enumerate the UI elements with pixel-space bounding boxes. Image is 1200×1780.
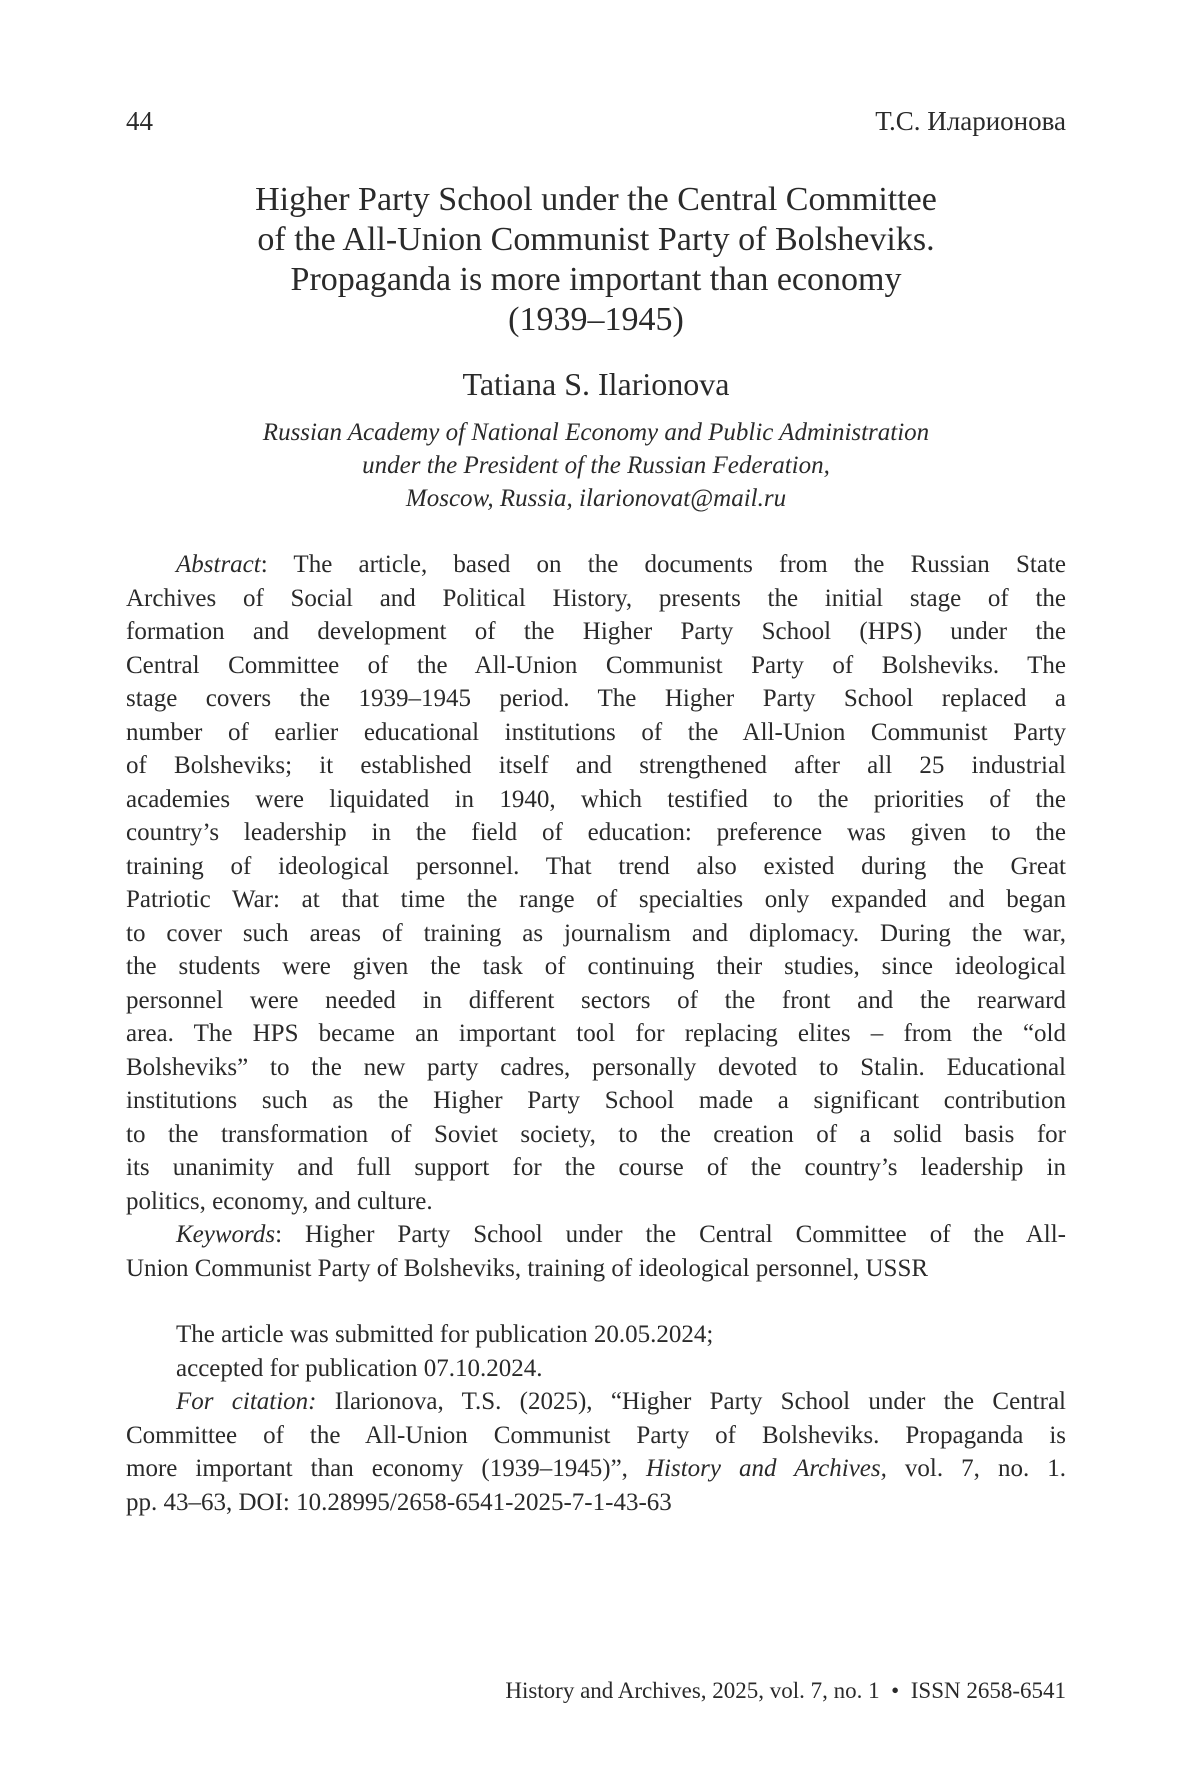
journal-name: History and Archives, bbox=[646, 1455, 887, 1482]
abstract-line: personnel were needed in different sectors of the front and the rearward bbox=[126, 984, 1066, 1018]
submitted-date: The article was submitted for publication 20.05.2024; bbox=[126, 1318, 1066, 1352]
page-footer: History and Archives, 2025, vol. 7, no. 1 • ISSN 2658-6541 bbox=[505, 1678, 1066, 1704]
citation-label: For citation: bbox=[176, 1388, 316, 1415]
page-number: 44 bbox=[126, 106, 153, 137]
abstract-label: Abstract bbox=[176, 551, 261, 578]
abstract-line: stage covers the 1939–1945 period. The Higher Party School replaced a bbox=[126, 682, 1066, 716]
abstract-line: Abstract: The article, based on the documents from the Russian State bbox=[126, 548, 1066, 582]
publication-info bbox=[126, 1318, 1066, 1519]
keywords-label: Keywords bbox=[176, 1221, 275, 1248]
title-line: (1939–1945) bbox=[126, 300, 1066, 340]
accepted-date: accepted for publication 07.10.2024. bbox=[126, 1352, 1066, 1386]
abstract-line: formation and development of the Higher Party School (HPS) under the bbox=[126, 615, 1066, 649]
abstract-line: academies were liquidated in 1940, which testified to the priorities of the bbox=[126, 783, 1066, 817]
abstract-line: the students were given the task of continuing their studies, since ideological bbox=[126, 950, 1066, 984]
abstract-body bbox=[126, 582, 1066, 1219]
abstract-line: area. The HPS became an important tool for replacing elites – from the “old bbox=[126, 1017, 1066, 1051]
keywords-line: Keywords: Higher Party School under the Central Committee of the All- bbox=[126, 1218, 1066, 1252]
citation-doi: pp. 43–63, DOI: 10.28995/2658-6541-2025-7-1-43-63 bbox=[126, 1486, 1066, 1520]
abstract-line: of Bolsheviks; it established itself and strengthened after all 25 industrial bbox=[126, 749, 1066, 783]
abstract-line: its unanimity and full support for the course of the country’s leadership in bbox=[126, 1151, 1066, 1185]
abstract-line: politics, economy, and culture. bbox=[126, 1185, 1066, 1219]
affiliation-line: under the President of the Russian Federation, bbox=[126, 449, 1066, 482]
affiliation bbox=[126, 416, 1066, 515]
citation-line: more important than economy (1939–1945)”, History and Archives, vol. 7, no. 1. bbox=[126, 1452, 1066, 1486]
abstract-line: number of earlier educational institutions of the All-Union Communist Party bbox=[126, 716, 1066, 750]
citation-line: Committee of the All-Union Communist Party of Bolsheviks. Propaganda is bbox=[126, 1419, 1066, 1453]
author-name: Tatiana S. Ilarionova bbox=[126, 366, 1066, 403]
abstract-line: institutions such as the Higher Party School made a significant contribution bbox=[126, 1084, 1066, 1118]
abstract-line: country’s leadership in the field of education: preference was given to the bbox=[126, 816, 1066, 850]
affiliation-line: Moscow, Russia, ilarionovat@mail.ru bbox=[126, 482, 1066, 515]
abstract-line: training of ideological personnel. That trend also existed during the Great bbox=[126, 850, 1066, 884]
citation-line: For citation: Ilarionova, T.S. (2025), “Higher Party School under the Central bbox=[126, 1385, 1066, 1419]
title-line: of the All-Union Communist Party of Bolsheviks. bbox=[126, 220, 1066, 260]
title-line: Propaganda is more important than economy bbox=[126, 260, 1066, 300]
abstract-line: Archives of Social and Political History, presents the initial stage of the bbox=[126, 582, 1066, 616]
abstract bbox=[126, 548, 1066, 1285]
abstract-line: to cover such areas of training as journalism and diplomacy. During the war, bbox=[126, 917, 1066, 951]
abstract-line: Bolsheviks” to the new party cadres, personally devoted to Stalin. Educational bbox=[126, 1051, 1066, 1085]
abstract-line: Central Committee of the All-Union Communist Party of Bolsheviks. The bbox=[126, 649, 1066, 683]
abstract-line: to the transformation of Soviet society, to the creation of a solid basis for bbox=[126, 1118, 1066, 1152]
running-head: Т.С. Иларионова bbox=[875, 106, 1066, 137]
abstract-line: Patriotic War: at that time the range of specialties only expanded and began bbox=[126, 883, 1066, 917]
affiliation-line: Russian Academy of National Economy and Public Administration bbox=[126, 416, 1066, 449]
title-line: Higher Party School under the Central Committee bbox=[126, 180, 1066, 220]
article-title bbox=[126, 180, 1066, 340]
keywords-line: Union Communist Party of Bolsheviks, training of ideological personnel, USSR bbox=[126, 1252, 1066, 1286]
